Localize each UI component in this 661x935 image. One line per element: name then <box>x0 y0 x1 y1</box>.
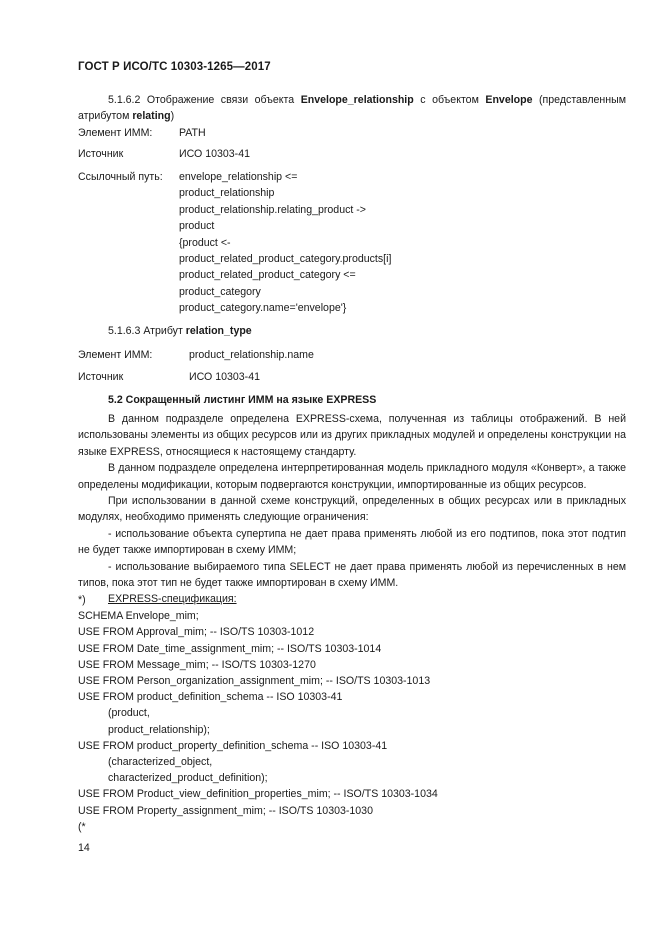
mapping1-ref-label: Ссылочный путь: <box>78 171 163 183</box>
section-5162-paragraph <box>78 92 626 125</box>
express-code-listing <box>78 592 438 835</box>
paragraph: При использовании в данной схеме конструкций, определенных в общих ресурсах или в прикладных модулях, необходимо применять следующие ограничения: <box>78 495 626 524</box>
section-5162-suffix: (представленным атрибутом <box>78 94 627 123</box>
code-line: (* <box>78 820 86 833</box>
section-52-body <box>78 411 626 608</box>
code-line: *) <box>78 594 86 606</box>
code-line: USE FROM product_definition_schema -- ISO 10303-41 <box>78 691 343 704</box>
ref-path-line: {product <- <box>179 236 231 249</box>
code-line: USE FROM Property_assignment_mim; -- ISO/TS 10303-1030 <box>78 804 373 817</box>
mapping1-element-label: Элемент ИММ: <box>78 127 153 139</box>
page-number: 14 <box>78 842 90 854</box>
entity-envelope-relationship: Envelope_relationship <box>300 94 414 106</box>
reference-path <box>179 169 391 317</box>
mapping1-source-value: ИСО 10303-41 <box>179 148 250 160</box>
mapping1-element-value: PATH <box>179 127 206 139</box>
ref-path-line: product_relationship <box>179 187 275 200</box>
ref-path-line: product_related_product_category.products[i] <box>179 253 392 266</box>
code-line: (product, <box>108 707 150 720</box>
entity-envelope: Envelope <box>485 94 533 106</box>
code-line: USE FROM Message_mim; -- ISO/TS 10303-1270 <box>78 658 316 671</box>
standard-header: ГОСТ Р ИСО/ТС 10303-1265—2017 <box>78 61 271 73</box>
mapping2-element-label: Элемент ИММ: <box>78 349 153 361</box>
code-line: (characterized_object, <box>108 756 213 769</box>
code-line: USE FROM product_property_definition_schema -- ISO 10303-41 <box>78 739 388 752</box>
section-52-heading: 5.2 Сокращенный листинг ИММ на языке EXPRESS <box>108 394 377 406</box>
code-line: characterized_product_definition); <box>108 772 268 785</box>
section-5163-heading <box>108 325 252 337</box>
code-line: USE FROM Person_organization_assignment_mim; -- ISO/TS 10303-1013 <box>78 675 431 688</box>
ref-path-line: product_category.name='envelope'} <box>179 302 347 315</box>
section-5162-end: ) <box>170 110 175 123</box>
ref-path-line: envelope_relationship <= <box>179 171 298 183</box>
ref-path-line: product_related_product_category <= <box>179 269 356 282</box>
express-spec-label: EXPRESS-спецификация: <box>108 593 237 606</box>
mapping2-element-value: product_relationship.name <box>189 349 314 361</box>
code-line: USE FROM Product_view_definition_properties_mim; -- ISO/TS 10303-1034 <box>78 788 438 801</box>
paragraph: В данном подразделе определена EXPRESS-схема, полученная из таблицы отображений. В ней использованы элементы из общих ресурсов или из других прикладных модулей и определены конструкции на языке EXPRESS, относящиеся к настоящему стандарту. <box>78 413 626 458</box>
code-line: product_relationship); <box>108 723 210 736</box>
mapping1-source-label: Источник <box>78 148 124 160</box>
paragraph: В данном подразделе определена интерпретированная модель прикладного модуля «Конверт», а также определены модификации, которым подвергаются конструкции, импортированные из общих ресурсов. <box>78 462 626 491</box>
section-5163-prefix: 5.1.6.3 Атрибут <box>108 325 186 337</box>
code-line: USE FROM Approval_mim; -- ISO/TS 10303-1012 <box>78 626 315 639</box>
code-line: USE FROM Date_time_assignment_mim; -- ISO/TS 10303-1014 <box>78 642 382 655</box>
code-line: SCHEMA Envelope_mim; <box>78 610 199 623</box>
ref-path-line: product_relationship.relating_product -> <box>179 203 366 216</box>
list-item: - использование выбираемого типа SELECT не дает права применять любой из перечисленных в нем типов, пока этот тип не будет также импортирован в схему ИММ. <box>78 560 626 590</box>
mapping2-source-label: Источник <box>78 371 124 383</box>
section-5162-middle: с объектом <box>413 94 486 106</box>
ref-path-line: product <box>179 220 215 233</box>
attribute-relation-type: relation_type <box>185 325 252 337</box>
ref-path-line: product_category <box>179 285 261 298</box>
attribute-relating: relating <box>132 110 171 123</box>
mapping2-source-value: ИСО 10303-41 <box>189 371 260 383</box>
list-item: - использование объекта супертипа не дает права применять любой из его подтипов, пока этот подтип не будет также импортирован в схему ИММ; <box>78 527 626 557</box>
section-5162-prefix: 5.1.6.2 Отображение связи объекта <box>108 94 301 106</box>
